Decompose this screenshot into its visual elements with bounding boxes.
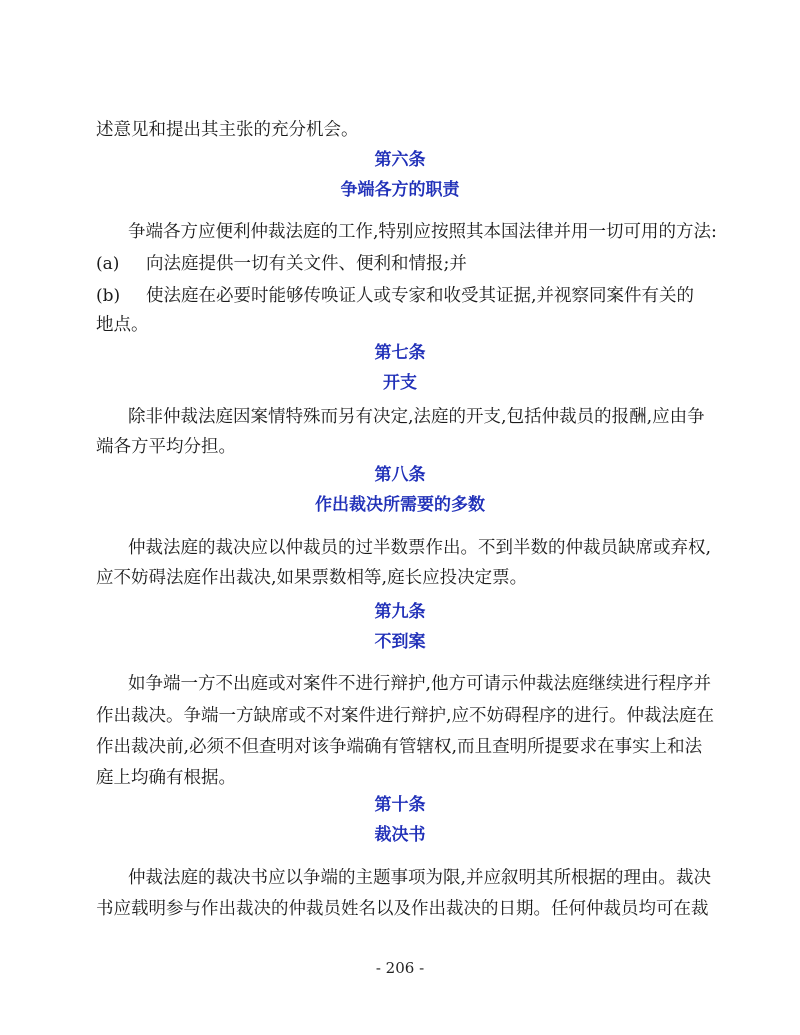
article-9-title: 不到案 [374, 632, 426, 652]
article-10-line-1: 仲裁法庭的裁决书应以争端的主题事项为限,并应叙明其所根据的理由。裁决 [128, 868, 712, 888]
article-6-item-a-label: (a) [96, 254, 120, 274]
article-10-title: 裁决书 [374, 825, 426, 845]
article-6-title: 争端各方的职责 [340, 180, 460, 200]
article-6-paragraph: 争端各方应便利仲裁法庭的工作,特别应按照其本国法律并用一切可用的方法: [128, 222, 717, 242]
article-9-line-3: 作出裁决前,必须不但查明对该争端确有管辖权,而且查明所提要求在事实上和法 [96, 737, 703, 757]
article-6-item-b-continuation: 地点。 [96, 315, 149, 335]
article-6-item-b-label: (b) [96, 286, 121, 306]
article-9-number: 第九条 [374, 602, 426, 622]
article-6-item-b-text: 使法庭在必要时能够传唤证人或专家和收受其证据,并视察同案件有关的 [146, 286, 695, 306]
article-8-number: 第八条 [374, 465, 426, 485]
article-6-item-a-text: 向法庭提供一切有关文件、便利和情报;并 [146, 254, 467, 274]
article-8-title: 作出裁决所需要的多数 [315, 495, 485, 515]
article-7-line-1: 除非仲裁法庭因案情特殊而另有决定,法庭的开支,包括仲裁员的报酬,应由争 [128, 407, 705, 427]
article-8-line-2: 应不妨碍法庭作出裁决,如果票数相等,庭长应投决定票。 [96, 568, 528, 588]
article-7-line-2: 端各方平均分担。 [96, 437, 236, 457]
article-9-line-1: 如争端一方不出庭或对案件不进行辩护,他方可请示仲裁法庭继续进行程序并 [128, 674, 712, 694]
article-10-line-2: 书应载明参与作出裁决的仲裁员姓名以及作出裁决的日期。任何仲裁员均可在裁 [96, 899, 709, 919]
article-6-number: 第六条 [374, 150, 426, 170]
article-10-number: 第十条 [374, 795, 426, 815]
article-7-number: 第七条 [374, 343, 426, 363]
article-9-line-4: 庭上均确有根据。 [96, 768, 236, 788]
intro-line: 述意见和提出其主张的充分机会。 [96, 120, 359, 140]
page-number: - 206 - [375, 959, 425, 977]
article-8-line-1: 仲裁法庭的裁决应以仲裁员的过半数票作出。不到半数的仲裁员缺席或弃权, [128, 538, 712, 558]
article-7-title: 开支 [383, 373, 417, 393]
article-9-line-2: 作出裁决。争端一方缺席或不对案件进行辩护,应不妨碍程序的进行。仲裁法庭在 [96, 706, 715, 726]
